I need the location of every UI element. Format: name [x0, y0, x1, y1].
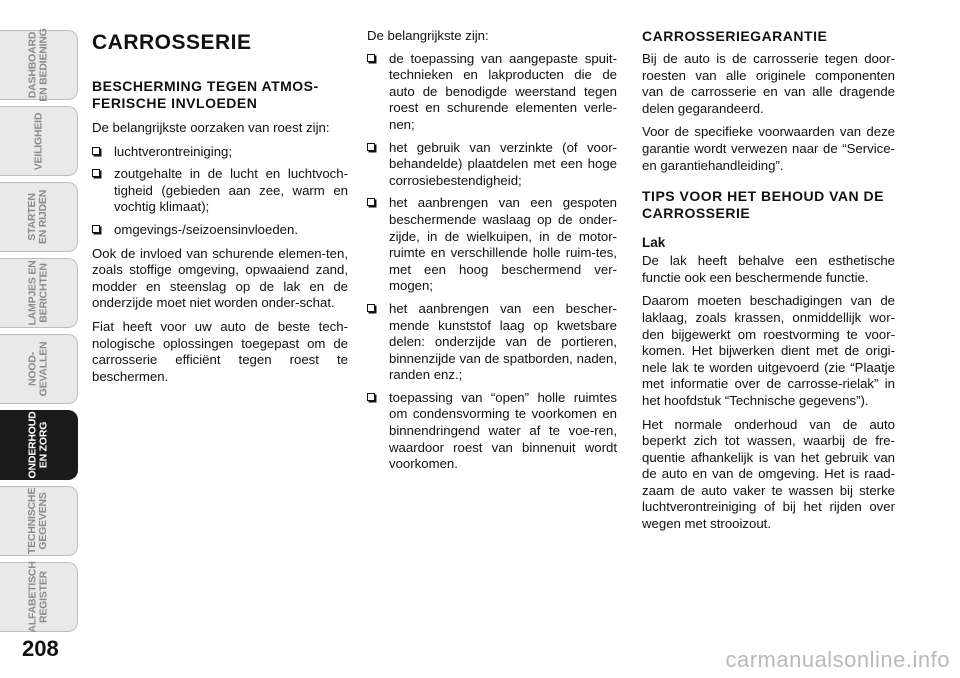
list-item: het aanbrengen van een gespoten beschermende waslaag op de onder-zijde, in de wielkuipen, in de motor-ruimte en verschillende holle ruim-tes, met een hoog beschermend ver-mogen; [367, 195, 617, 295]
tab-lampjes[interactable] [0, 258, 78, 328]
tab-technische-gegevens[interactable] [0, 486, 78, 556]
watermark: carmanualsonline.info [725, 647, 950, 672]
subheading: Lak [642, 235, 666, 251]
bullet-list [92, 144, 348, 239]
paragraph: Bij de auto is de carrosserie tegen door-roesten van alle originele componenten van de carrosserie en van alle dragende delen gegarandeerd. [642, 51, 895, 116]
tab-label: NOOD- GEVALLEN [26, 341, 50, 397]
list-item: omgevings-/seizoensinvloeden. [92, 222, 348, 239]
list-item: het aanbrengen van een bescher-mende kunststof laag op kwetsbare delen: onderzijde van de portieren, binnenzijde van de spatborden, naden, randen enz.; [367, 301, 617, 384]
tab-label: STARTEN EN RIJDEN [26, 189, 50, 245]
column-3 [642, 28, 895, 540]
list-item: toepassing van “open” holle ruimtes om condensvorming te voorkomen en binnendringend water af te voe-ren, waardoor roest van binnenuit wordt voorkomen. [367, 390, 617, 473]
list-item: het gebruik van verzinkte (of voor-behandelde) plaatdelen met een hoge corrosiebestendigheid; [367, 140, 617, 190]
section-heading: TIPS VOOR HET BEHOUD VAN DE CARROSSERIE [642, 188, 884, 222]
tab-starten[interactable] [0, 182, 78, 252]
bullet-list [367, 51, 617, 473]
tab-alfabetisch-register[interactable] [0, 562, 78, 632]
section-heading: CARROSSERIEGARANTIE [642, 28, 828, 44]
tab-noodgevallen[interactable] [0, 334, 78, 404]
checkbox-bullet-icon [367, 304, 375, 312]
checkbox-bullet-icon [92, 225, 100, 233]
tab-label: ONDERHOUD EN ZORG [26, 411, 50, 479]
paragraph: Daarom moeten beschadigingen van de laklaag, zoals krassen, onmiddellijk wor-den bijgewerkt om roestvorming te voor-komen. Het bijwerken dient met de origi-nele lak te worden uitgevoerd (zie “Plaatje met informatie over de carrosse-rielak” in het hoofdstuk “Technische gegevens”). [642, 293, 895, 408]
checkbox-bullet-icon [367, 54, 375, 62]
tab-label: LAMPJES EN BERICHTEN [26, 260, 50, 326]
list-item: luchtverontreiniging; [92, 144, 348, 161]
page-title: CARROSSERIE [92, 31, 252, 54]
checkbox-bullet-icon [367, 198, 375, 206]
tab-dashboard[interactable] [0, 30, 78, 100]
tab-label: ALFABETISCH REGISTER [26, 561, 50, 633]
paragraph: Het normale onderhoud van de auto beperkt zich tot wassen, waarbij de fre-quentie afhankelijk is van het gebruik van de auto en van de omgeving. Het is raad-zaam de auto vaker te wassen bij sterke luchtverontreiniging of bij het rijden over wegen met strooizout. [642, 416, 895, 532]
checkbox-bullet-icon [92, 169, 100, 177]
list-item: zoutgehalte in de lucht en luchtvoch-tigheid (gebieden aan zee, warm en vochtig klimaat); [92, 166, 348, 216]
page-number: 208 [22, 636, 59, 661]
paragraph: Ook de invloed van schurende elemen-ten, zoals stoffige omgeving, opwaaiend zand, modder en steenslag op de lak en de onderzijde moet niet worden onder-schat. [92, 245, 348, 311]
column-2 [367, 28, 617, 480]
checkbox-bullet-icon [367, 393, 375, 401]
checkbox-bullet-icon [92, 147, 100, 155]
list-item: de toepassing van aangepaste spuit-technieken en lakproducten die de auto de benodigde weerstand tegen roest en schurende elementen verle-nen; [367, 51, 617, 134]
checkbox-bullet-icon [367, 143, 375, 151]
column-1 [92, 28, 348, 392]
paragraph: Fiat heeft voor uw auto de beste tech-nologische oplossingen toegepast om de carrosserie efficiënt tegen roest te beschermen. [92, 318, 348, 384]
paragraph: De lak heeft behalve een esthetische functie ook een beschermende functie. [642, 253, 895, 285]
tab-label: VEILIGHEID [31, 112, 44, 170]
section-heading: BESCHERMING TEGEN ATMOS-FERISCHE INVLOEDEN [92, 78, 319, 111]
paragraph: De belangrijkste oorzaken van roest zijn: [92, 120, 330, 135]
tab-veiligheid[interactable] [0, 106, 78, 176]
paragraph: De belangrijkste zijn: [367, 28, 489, 43]
paragraph: Voor de specifieke voorwaarden van deze garantie wordt verwezen naar de “Service- en garantiehandleiding”. [642, 124, 895, 173]
tab-label: DASHBOARD EN BEDIENING [26, 28, 50, 102]
tab-onderhoud[interactable] [0, 410, 78, 480]
tab-label: TECHNISCHE GEGEVENS [26, 487, 50, 555]
